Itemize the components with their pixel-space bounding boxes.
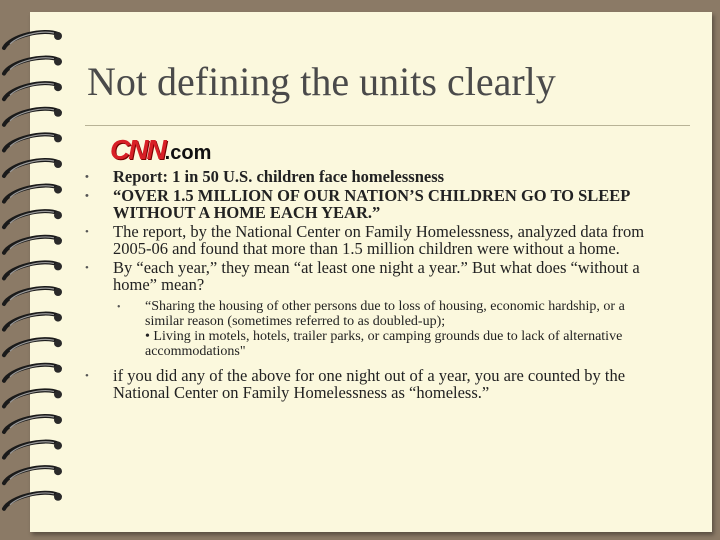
binding-hole [54,83,62,91]
binding-hole [54,365,62,373]
binding-hole [54,109,62,117]
bullet-icon: • [85,370,89,382]
binding-hole [54,339,62,347]
bullet-item [85,187,645,221]
cnn-logo-text: CNN [110,134,165,165]
bullet-text: The report, by the National Center on Family Homelessness, analyzed data from 2005-06 and found that more than 1.5 million children were without a home. [113,222,645,258]
bullet-icon: • [85,171,89,183]
bullet-text: if you did any of the above for one night out of a year, you are counted by the National Center on Family Homelessness as “homeless.” [113,366,626,402]
bullet-icon: • [117,302,121,313]
bullet-item [85,259,645,293]
binding-hole [54,467,62,475]
bullet-icon: • [85,226,89,238]
binding-hole [54,186,62,194]
sub-bullet-text: • Living in motels, hotels, trailer parks, or camping grounds due to lack of alternative accommodations" [145,329,623,359]
binding-hole [54,32,62,40]
binding-hole [54,442,62,450]
binding-hole [54,416,62,424]
bullet-item [85,367,645,401]
sub-bullet-item [85,299,665,359]
binding-hole [54,134,62,142]
bullet-icon: • [85,262,89,274]
slide-title: Not defining the units clearly [87,59,556,104]
binding-hole [54,288,62,296]
binding-hole [54,211,62,219]
binding-hole [54,237,62,245]
title-divider [85,125,690,126]
bullet-text: By “each year,” they mean “at least one night a year.” But what does “without a home” mean? [113,258,640,294]
bullet-text: “OVER 1.5 MILLION OF OUR NATION’S CHILDREN GO TO SLEEP WITHOUT A HOME EACH YEAR.” [113,186,630,222]
binding-hole [54,262,62,270]
bullet-item [85,223,645,257]
bullet-text: Report: 1 in 50 U.S. children face homelessness [113,167,445,186]
binding-hole [54,160,62,168]
binding-hole [54,493,62,501]
bullet-icon: • [85,190,89,202]
spiral-binding-icon [0,0,80,540]
slide-body [85,168,645,403]
cnn-logo [110,136,211,164]
cnn-logo-suffix: .com [164,142,212,164]
binding-hole [54,390,62,398]
binding-hole [54,58,62,66]
sub-bullet-text: “Sharing the housing of other persons due to loss of housing, economic hardship, or a similar reason (sometimes referred to as doubled-up); [145,299,625,329]
bullet-item [85,168,645,185]
binding-hole [54,314,62,322]
